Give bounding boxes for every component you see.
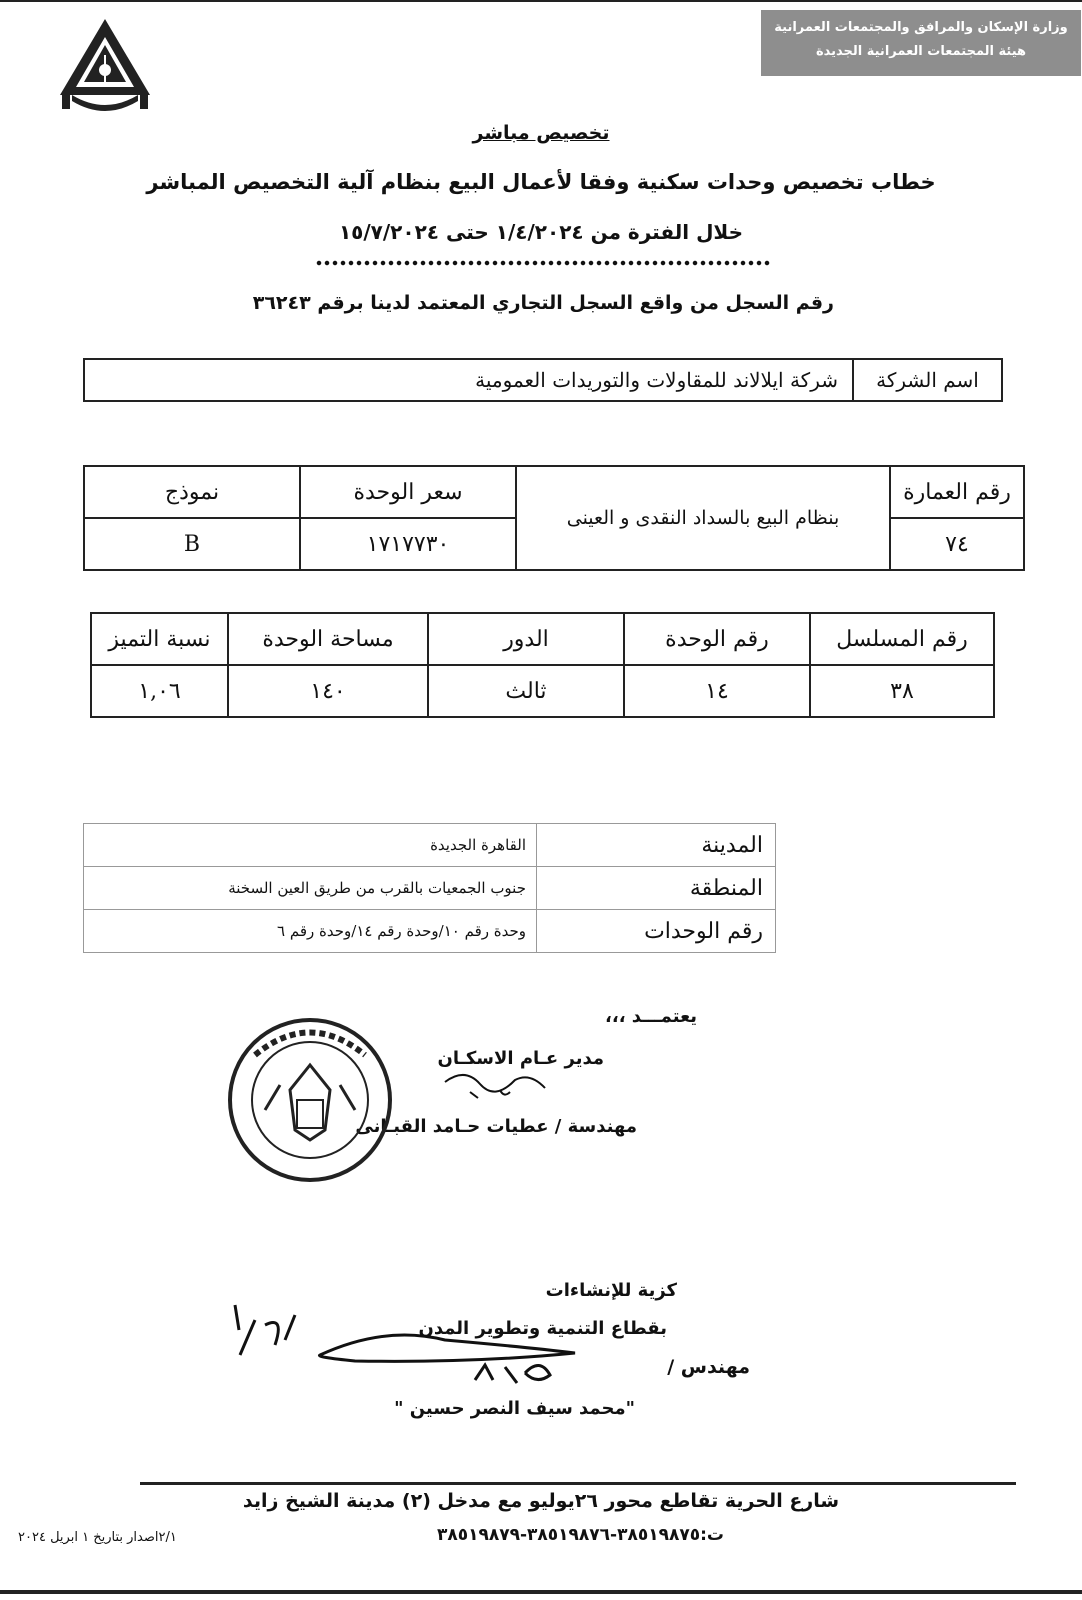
unit-price-value: ١٧١٧٧٣٠ <box>300 518 516 570</box>
engineer-name: "محمد سيف النصر حسين " <box>394 1398 635 1419</box>
serial-number-header: رقم المسلسل <box>810 613 994 665</box>
table-row <box>84 910 776 953</box>
document-type-title: تخصيص مباشر <box>472 122 610 144</box>
units-label: رقم الوحدات <box>537 910 776 953</box>
footer-phones: ت:٣٨٥١٩٨٧٥-٣٨٥١٩٨٧٦-٣٨٥١٩٨٧٩ <box>436 1525 724 1545</box>
allocation-period: خلال الفترة من ١/٤/٢٠٢٤ حتى ١٥/٧/٢٠٢٤ <box>338 220 744 244</box>
bottom-border <box>0 1590 1082 1594</box>
official-seal-icon <box>225 1015 395 1185</box>
approver-name: مهندسة / عطيات حـامد القبـانى <box>355 1116 637 1137</box>
top-border <box>0 0 1082 2</box>
engineer-dept-line1: كزية للإنشاءات <box>545 1280 677 1301</box>
unit-number-value: ١٤ <box>624 665 810 717</box>
unit-area-value: ١٤٠ <box>228 665 428 717</box>
model-label: نموذج <box>84 466 300 518</box>
engineer-prefix: مهندس / <box>667 1356 750 1378</box>
issue-date: ٢/١اصدار بتاريخ ١ ابريل ٢٠٢٤ <box>18 1530 177 1545</box>
unit-number-header: رقم الوحدة <box>624 613 810 665</box>
company-name-label: اسم الشركة <box>853 359 1002 401</box>
authority-logo-icon <box>50 15 160 120</box>
location-table <box>83 823 776 953</box>
ministry-name: وزارة الإسكان والمرافق والمجتمعات العمرانية <box>774 20 1068 35</box>
model-value: B <box>84 518 300 570</box>
area-label: المنطقة <box>537 867 776 910</box>
engineer-signature-icon <box>225 1285 605 1405</box>
authority-name: هيئة المجتمعات العمرانية الجديدة <box>815 44 1027 59</box>
document-main-title: خطاب تخصيص وحدات سكنية وفقا لأعمال البيع بنظام آلية التخصيص المباشر <box>146 170 936 194</box>
table-row <box>84 824 776 867</box>
area-value: جنوب الجمعيات بالقرب من طريق العين السخنة <box>84 867 537 910</box>
unit-details-table <box>90 612 995 718</box>
floor-header: الدور <box>428 613 624 665</box>
commercial-registry-line: رقم السجل من واقع السجل التجاري المعتمد لدينا برقم ٣٦٢٤٣ <box>252 292 834 314</box>
serial-number-value: ٣٨ <box>810 665 994 717</box>
building-number-value: ٧٤ <box>890 518 1024 570</box>
approver-title: مدير عـام الاسكـان <box>437 1048 604 1069</box>
premium-ratio-value: ١,٠٦ <box>91 665 228 717</box>
dotted-separator <box>315 260 770 266</box>
floor-value: ثالث <box>428 665 624 717</box>
table-row <box>84 867 776 910</box>
sale-system: بنظام البيع بالسداد النقدى و العينى <box>516 466 890 570</box>
unit-price-label: سعر الوحدة <box>300 466 516 518</box>
footer-divider <box>140 1482 1016 1485</box>
approval-word: يعتمـــد ،،، <box>605 1006 697 1027</box>
company-name-value: شركة ايلالاند للمقاولات والتوريدات العمومية <box>84 359 853 401</box>
unit-area-header: مساحة الوحدة <box>228 613 428 665</box>
building-number-label: رقم العمارة <box>890 466 1024 518</box>
footer-address: شارع الحرية تقاطع محور ٢٦يوليو مع مدخل (٢) مدينة الشيخ زايد <box>242 1490 840 1512</box>
city-label: المدينة <box>537 824 776 867</box>
city-value: القاهرة الجديدة <box>84 824 537 867</box>
ministry-header <box>761 10 1081 76</box>
engineer-dept-line2: بقطاع التنمية وتطوير المدن <box>418 1318 667 1339</box>
building-table <box>83 465 1025 571</box>
premium-ratio-header: نسبة التميز <box>91 613 228 665</box>
approver-signature-icon <box>440 1062 550 1102</box>
company-table <box>83 358 1003 402</box>
units-value: وحدة رقم ١٠/وحدة رقم ١٤/وحدة رقم ٦ <box>84 910 537 953</box>
